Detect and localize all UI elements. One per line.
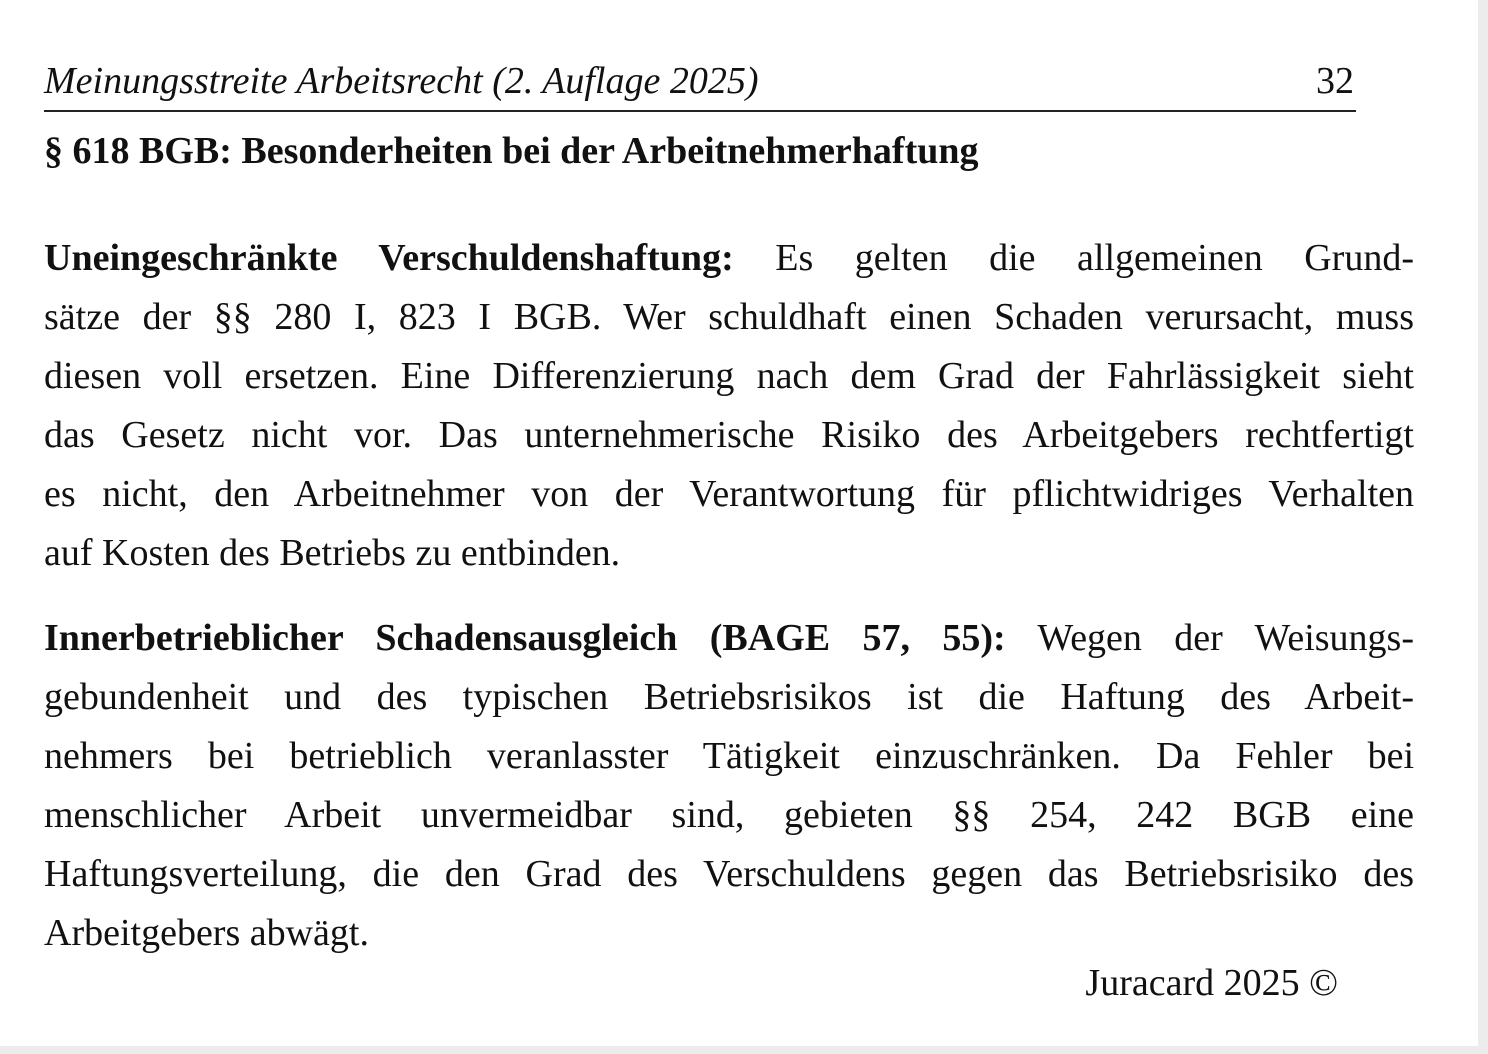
paragraph-line: auf Kosten des Betriebs zu entbinden. xyxy=(44,532,621,574)
paragraph-lead: Innerbetrieblicher Schadensausgleich (BAGE 57, 55): xyxy=(44,617,1006,659)
paragraph-schadensausgleich xyxy=(44,609,1414,963)
copyright-footer: Juracard 2025 © xyxy=(1085,962,1338,1004)
paragraph-line: es nicht, den Arbeitnehmer von der Verantwortung für pflichtwidriges Verhalten xyxy=(44,473,1414,515)
page-number: 32 xyxy=(1316,60,1354,102)
paragraph-line: das Gesetz nicht vor. Das unternehmerische Risiko des Arbeitgebers rechtfertigt xyxy=(44,414,1414,456)
paragraph-line xyxy=(44,609,1414,668)
paragraph-line: sätze der §§ 280 I, 823 I BGB. Wer schuldhaft einen Schaden verursacht, muss xyxy=(44,296,1414,338)
paragraph-line: menschlicher Arbeit unvermeidbar sind, gebieten §§ 254, 242 BGB eine xyxy=(44,794,1414,836)
paragraph-line: nehmers bei betrieblich veranlasster Tätigkeit einzuschränken. Da Fehler bei xyxy=(44,735,1414,777)
paragraph-line: diesen voll ersetzen. Eine Differenzierung nach dem Grad der Fahrlässigkeit sieht xyxy=(44,355,1414,397)
paragraph-text: Wegen der Weisungs- xyxy=(1005,617,1414,659)
book-title: Meinungsstreite Arbeitsrecht (2. Auflage 2025) xyxy=(44,60,759,102)
paragraph-line: Haftungsverteilung, die den Grad des Verschuldens gegen das Betriebsrisiko des xyxy=(44,853,1414,895)
section-title: § 618 BGB: Besonderheiten bei der Arbeitnehmerhaftung xyxy=(44,130,979,172)
page-header xyxy=(44,56,1356,112)
paragraph-lead: Uneingeschränkte Verschuldenshaftung: xyxy=(44,237,734,279)
paragraph-line: Arbeitgebers abwägt. xyxy=(44,912,369,954)
paragraph-line: gebundenheit und des typischen Betriebsrisikos ist die Haftung des Arbeit- xyxy=(44,676,1414,718)
paragraph-text: Es gelten die allgemeinen Grund- xyxy=(733,237,1414,279)
paragraph-line xyxy=(44,229,1414,288)
paragraph-uneingeschraenkte-haftung xyxy=(44,229,1414,583)
